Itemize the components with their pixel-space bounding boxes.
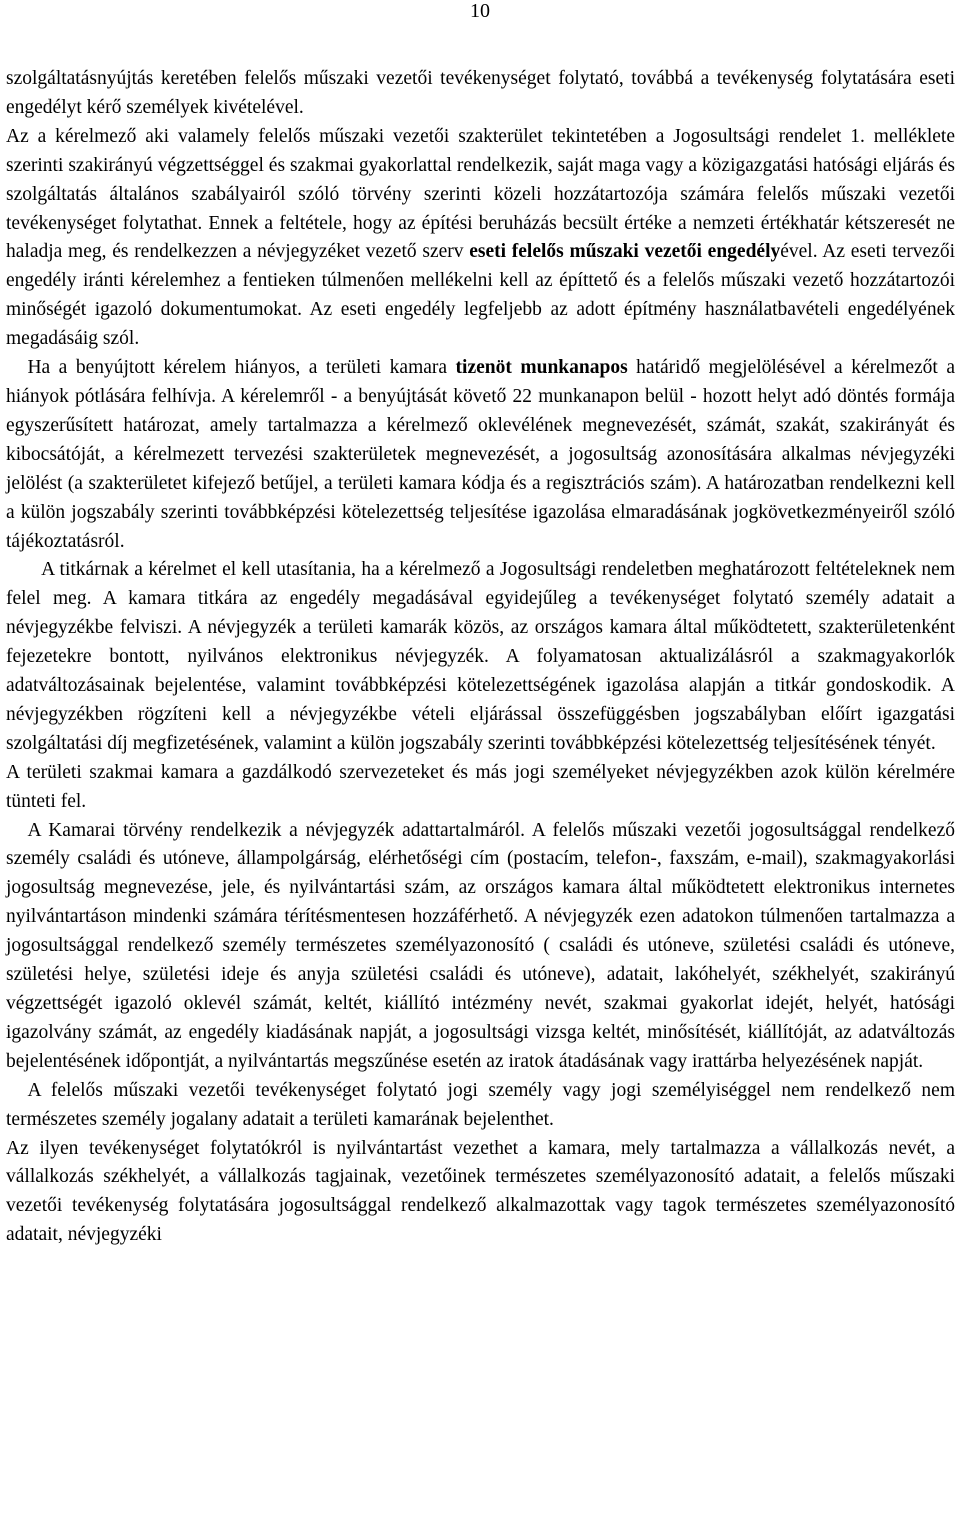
paragraph-elutasitas: A titkárnak a kérelmet el kell utasítania, ha a kérelmező a Jogosultsági rendeletben meghatározott feltételeknek nem felel meg. A kamara titkára az engedély megadásával egyidejűleg a tevékenységet folytató személy adatait a névjegyzékbe felviszi. A névjegyzék a területi kamarák közös, az országos kamara által működtetett, szakterületenként fejezetekre bontott, nyilvános elektronikus névjegyzék. A folyamatosan aktualizálásról a szakmagyakorlók adatváltozásainak bejelentése, valamint továbbképzési kötelezettségének igazolása alapján a titkár gondoskodik. A névjegyzékben rögzíteni kell a névjegyzékbe vételi eljárással összefüggésben jogszabályban előírt igazgatási szolgáltatási díj megfizetésének, valamint a külön jogszabály szerinti továbbképzési kötelezettség teljesítésének tényét. xyxy=(6,559,955,754)
paragraph-jogi-szemely: A felelős műszaki vezetői tevékenységet folytató jogi személy vagy jogi személyiséggel nem rendelkező nem természetes személy jogalany adatait a területi kamarának bejelenthet. xyxy=(6,1079,955,1130)
paragraph-nyilvantartas: Az ilyen tevékenységet folytatókról is nyilvántartást vezethet a kamara, mely tartalmazza a vállalkozás nevét, a vállalkozás székhelyét, a vállalkozás tagjainak, vezetőinek természetes személyazonosító adatait, a felelős műszaki vezetői tevékenység folytatására jogosultsággal rendelkező alkalmazottak vagy tagok természetes személyazonosító adatait, névjegyzéki xyxy=(6,1137,955,1246)
paragraph-hianypotlas xyxy=(6,354,955,556)
paragraph-hianypotlas-text-cont: határidő megjelölésével a kérelmezőt a hiányok pótlására felhívja. A kérelemről - a benyújtását követő 22 munkanapon belül - hozott helyt adó döntés formája egyszerűsített határozat, amely tartalmazza a kérelmező oklevélének megnevezését, számát, szakát, szakirányát és kibocsátóját, a kérelmezett tervezési szakterületek megnevezését, a jogosultság azonosítására alkalmas névjegyzéki jelölést (a szakterületet kifejező betűjel, a területi kamara kódja és a regisztrációs szám). A határozatban rendelkezni kell a külön jogszabály szerinti továbbképzési kötelezettség teljesítése igazolása elmaradásának jogkövetkezményeiről szóló tájékoztatásról. xyxy=(6,357,955,552)
page-number: 10 xyxy=(470,0,490,22)
paragraph-eseti-engedely xyxy=(6,123,955,354)
paragraph-gazdalkodo-szervezetek: A területi szakmai kamara a gazdálkodó szervezeteket és más jogi személyeket névjegyzékben azok külön kérelmére tünteti fel. xyxy=(6,761,955,812)
paragraph-exceptions: szolgáltatásnyújtás keretében felelős műszaki vezetői tevékenységet folytató, továbbá a tevékenység folytatására eseti engedélyt kérő személyek kivételével. xyxy=(6,68,955,118)
bold-eseti-engedely: eseti felelős műszaki vezetői engedély xyxy=(469,241,781,263)
paragraph-hianypotlas-text: Ha a benyújtott kérelem hiányos, a területi kamara xyxy=(27,357,456,379)
bold-hatarido: tizenöt munkanapos xyxy=(455,357,628,379)
paragraph-nevjegyzek-adattartalom: A Kamarai törvény rendelkezik a névjegyzék adattartalmáról. A felelős műszaki vezetői jogosultsággal rendelkező személy családi és utóneve, állampolgárság, elérhetőségi cím (postacím, telefon-, faxszám, e-mail), szakmagyakorlási jogosultság megnevezése, jele, és nyilvántartási szám, az országos kamara által működtetett elektronikus internetes nyilvántartáson mindenki számára térítésmentesen hozzáférhető. A névjegyzék ezen adatokon túlmenően tartalmazza a jogosultsággal rendelkező személy természetes személyazonosító ( családi és utóneve, születési családi és utóneve, születési helye, születési ideje és anyja születési családi és utóneve), adatait, lakóhelyét, székhelyét, szakirányú végzettségét igazoló oklevél számát, keltét, kiállító intézmény nevét, szakmai gyakorlat idejét, helyét, hatósági igazolvány számát, az engedély kiadásának napját, a jogosultsági vizsga keltét, minősítését, kiállítóját, az adatváltozás bejelentésének időpontját, a nyilvántartás megszűnése esetén az iratok átadásának vagy irattárba helyezésének napját. xyxy=(6,819,955,1072)
document-body xyxy=(6,65,955,1250)
paragraph-eseti-engedely-text-cont: ével. Az eseti tervezői engedély iránti kérelemhez a fentieken túlmenően mellékelni kell az építtető és a felelős műszaki vezető hozzátartozói minőségét igazoló dokumentumokat. Az eseti engedély legfeljebb az adott építmény használatbavételi engedélyének megadásáig szól. xyxy=(6,241,955,350)
paragraph-eseti-engedely-text: Az a kérelmező aki valamely felelős műszaki vezetői szakterület tekintetében a Jogosultsági rendelet 1. melléklete szerinti szakirányú végzettséggel és szakmai gyakorlattal rendelkezik, saját maga vagy a közigazgatási hatósági eljárás és szolgáltatás általános szabályairól szóló törvény szerinti közeli hozzátartozója számára felelős műszaki vezetői tevékenységet folytathat. Ennek a feltétele, hogy az építési beruházás becsült értéke a nemzeti értékhatár kétszeresét ne haladja meg, és rendelkezzen a névjegyzéket vezető szerv xyxy=(6,125,955,263)
